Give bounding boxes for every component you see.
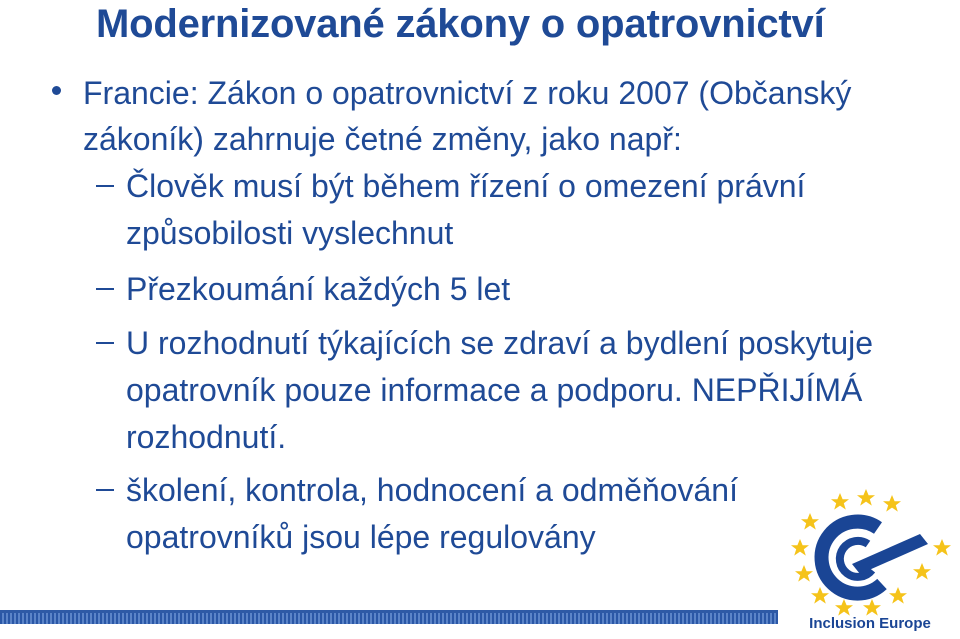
dash-icon bbox=[96, 342, 114, 344]
dash-icon bbox=[96, 185, 114, 187]
sub-item-text: školení, kontrola, hodnocení a odměňování opatrovníků jsou lépe regulovány bbox=[126, 472, 738, 555]
sub-item-text: Člověk musí být během řízení o omezení právní způsobilosti vyslechnut bbox=[126, 168, 806, 251]
logo-text: Inclusion Europe bbox=[809, 615, 931, 632]
sub-item-text: U rozhodnutí týkajících se zdraví a bydlení poskytuje opatrovník pouze informace a podporu. NEPŘIJÍMÁ rozhodnutí. bbox=[126, 325, 874, 455]
dash-icon bbox=[96, 489, 114, 491]
sub-item-text: Přezkoumání každých 5 let bbox=[126, 271, 511, 307]
dash-icon bbox=[96, 288, 114, 290]
footer-bar-line bbox=[0, 610, 778, 613]
slide-title: Modernizované zákony o opatrovnictví bbox=[96, 2, 825, 46]
bullet-dot-icon bbox=[52, 86, 61, 95]
main-bullet-text: Francie: Zákon o opatrovnictví z roku 2007 (Občanský zákoník) zahrnuje četné změny, jako např: bbox=[83, 75, 852, 157]
